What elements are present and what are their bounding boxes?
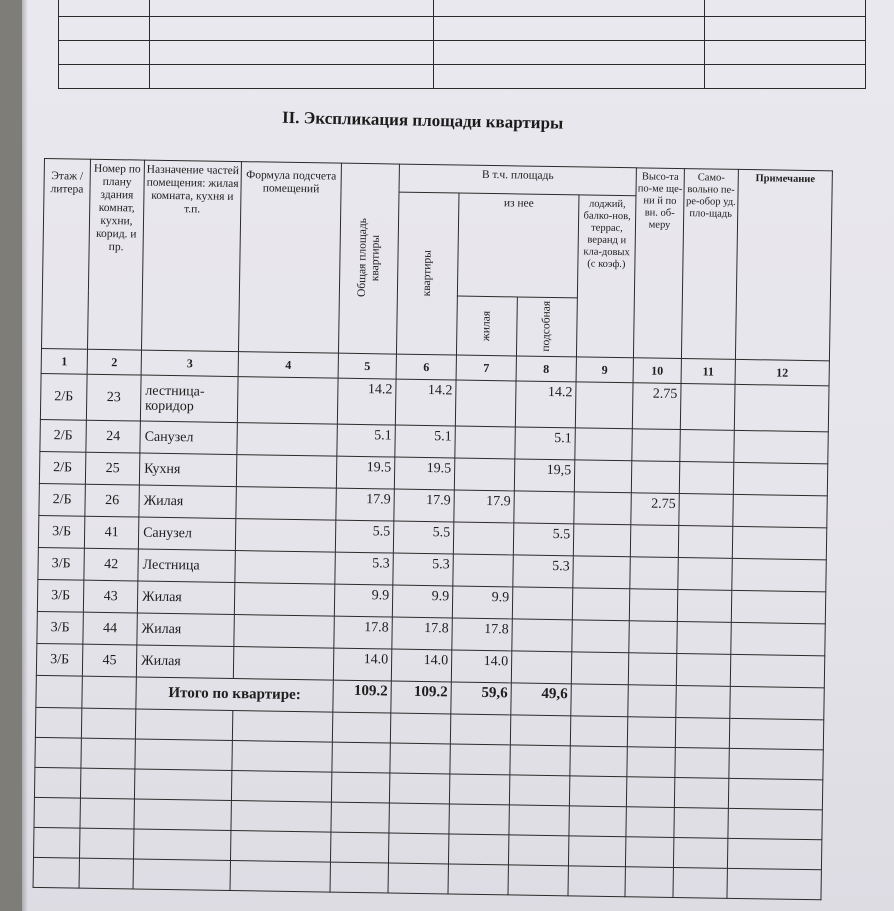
- cell-auxiliary-area: 5.5: [513, 523, 573, 556]
- cell-total-area: 9.9: [334, 584, 392, 617]
- cell-floor: 2/Б: [40, 373, 87, 420]
- cell-height: [632, 429, 680, 462]
- header-total-area-text: Общая площадь квартиры: [355, 218, 382, 298]
- cell-floor: 2/Б: [39, 451, 85, 484]
- header-living: [456, 296, 517, 356]
- column-number: 6: [396, 354, 456, 380]
- total-label: Итого по квартире:: [136, 677, 333, 712]
- column-number: 10: [633, 358, 681, 384]
- column-number: 1: [41, 348, 87, 374]
- cell-floor: 3/Б: [37, 611, 83, 644]
- total-apartment-sum: 109.2: [391, 681, 451, 714]
- cell-total-area: 17.9: [336, 488, 394, 521]
- cell-room-no: 23: [86, 374, 141, 421]
- column-number: 5: [338, 353, 396, 379]
- cell-floor: 3/Б: [37, 579, 83, 612]
- cell-formula: [237, 377, 338, 425]
- cell-unauthorized: [678, 526, 732, 559]
- page-edge-shadow: [22, 0, 28, 911]
- cell-room-name: лестница-коридор: [140, 375, 238, 423]
- cell-living-area: [454, 458, 514, 491]
- cell-loggia-area: [572, 588, 629, 621]
- cell-formula: [236, 455, 336, 489]
- header-unauthorized: [681, 169, 738, 360]
- cell-room-name: Жилая: [137, 613, 234, 647]
- total-empty-cell: [628, 685, 676, 718]
- cell-room-no: 41: [84, 516, 138, 549]
- cell-formula: [234, 615, 334, 649]
- cell-formula: [237, 423, 337, 457]
- cell-height: [630, 525, 678, 558]
- cell-loggia-area: [575, 382, 633, 429]
- cell-room-name: Жилая: [137, 581, 234, 615]
- cell-living-area: [453, 554, 513, 587]
- column-number: 9: [576, 357, 633, 383]
- cell-formula: [235, 519, 335, 553]
- cell-total-area: 19.5: [336, 456, 394, 489]
- cell-room-name: Жилая: [139, 485, 236, 519]
- cell-unauthorized: [677, 622, 731, 655]
- header-height-text: Высо-та по-ме ще-ни й по вн. об-меру: [637, 171, 683, 231]
- cell-height: [628, 653, 676, 686]
- header-including-area-text: В т.ч. площадь: [481, 168, 554, 183]
- header-room-no: [88, 159, 145, 350]
- header-apartment-text: квартиры: [420, 249, 434, 297]
- header-living-text: жилая: [480, 310, 493, 341]
- cell-room-no: 45: [82, 644, 136, 677]
- cell-living-area: 9.9: [452, 586, 512, 619]
- cell-height: [629, 589, 677, 622]
- header-auxiliary-text: подсобная: [540, 301, 553, 353]
- cell-auxiliary-area: 5.1: [515, 427, 575, 460]
- column-number: 11: [681, 359, 735, 385]
- cell-total-area: 14.2: [337, 378, 396, 425]
- cell-height: 2.75: [631, 493, 679, 526]
- header-room-no-text: Номер по плану здания комнат, кухни, корид. и пр.: [93, 162, 141, 254]
- column-number: 8: [516, 356, 576, 382]
- cell-auxiliary-area: 19,5: [514, 459, 574, 492]
- cell-apartment-area: 5.3: [393, 553, 453, 586]
- cell-apartment-area: 5.5: [393, 521, 453, 554]
- cell-apartment-area: 17.8: [392, 617, 452, 650]
- column-number: 12: [735, 359, 829, 385]
- cell-note: [734, 384, 829, 431]
- document-page: [22, 0, 894, 911]
- cell-note: [731, 622, 825, 655]
- header-formula: [238, 162, 341, 354]
- cell-room-no: 24: [86, 420, 140, 453]
- cell-room-name: Лестница: [138, 549, 235, 583]
- cell-room-name: Санузел: [138, 517, 235, 551]
- cell-floor: 2/Б: [40, 419, 86, 452]
- cell-note: [731, 590, 825, 623]
- cell-height: 2.75: [632, 383, 681, 430]
- cell-note: [732, 558, 826, 591]
- column-number: 7: [456, 355, 516, 381]
- total-area-sum: 109.2: [333, 680, 391, 713]
- cell-room-no: 42: [84, 548, 138, 581]
- cell-note: [733, 494, 827, 527]
- cell-note: [730, 654, 824, 687]
- cell-loggia-area: [574, 492, 631, 525]
- cell-height: [629, 621, 677, 654]
- cell-auxiliary-area: [514, 491, 574, 524]
- cell-unauthorized: [679, 494, 733, 527]
- cell-apartment-area: 5.1: [395, 425, 455, 458]
- header-of-which: [457, 193, 579, 298]
- cell-formula: [234, 583, 334, 617]
- cell-floor: 2/Б: [39, 483, 85, 516]
- cell-room-no: 44: [83, 612, 137, 645]
- cell-unauthorized: [679, 462, 733, 495]
- cell-height: [631, 461, 679, 494]
- header-of-which-text: из нее: [503, 197, 534, 210]
- total-empty-cell: [571, 684, 628, 717]
- cell-auxiliary-area: 5.3: [513, 555, 573, 588]
- cell-total-area: 17.8: [334, 616, 392, 649]
- header-loggias-text: лоджий, балко-нов, террас, веранд и кла-довых (с коэф.): [583, 198, 631, 271]
- header-apartment: [396, 192, 459, 355]
- cell-room-no: 25: [85, 452, 139, 485]
- cell-room-no: 43: [83, 580, 137, 613]
- section-title: II. Экспликация площади квартиры: [281, 107, 564, 133]
- cell-room-name: Санузел: [140, 421, 237, 455]
- cell-loggia-area: [572, 620, 629, 653]
- cell-apartment-area: 14.0: [391, 649, 451, 682]
- cell-loggia-area: [573, 556, 630, 589]
- cell-auxiliary-area: [512, 587, 572, 620]
- total-auxiliary-sum: 49,6: [511, 683, 571, 716]
- total-empty-cell: [676, 685, 730, 718]
- cell-note: [734, 430, 828, 463]
- cell-total-area: 5.1: [337, 424, 395, 457]
- cell-auxiliary-area: [511, 651, 571, 684]
- cell-room-name: Жилая: [136, 645, 233, 679]
- cell-height: [630, 557, 678, 590]
- cell-formula: [236, 487, 336, 521]
- cell-loggia-area: [573, 524, 630, 557]
- cell-loggia-area: [575, 428, 632, 461]
- header-purpose-text: Назначение частей помещения: жилая комната, кухня и т.п.: [146, 163, 240, 216]
- cell-total-area: 14.0: [333, 648, 391, 681]
- header-floor: [42, 159, 91, 350]
- explication-table: [33, 158, 833, 900]
- cell-living-area: [453, 522, 513, 555]
- cell-room-no: 26: [85, 484, 139, 517]
- total-empty-cell: [730, 686, 824, 719]
- header-unauthorized-text: Само-вольно пе-ре-обор уд. пло-щадь: [685, 172, 736, 220]
- header-formula-text: Формула подсчета помещений: [246, 169, 337, 196]
- cell-floor: 3/Б: [36, 643, 82, 676]
- cell-living-area: 14.0: [451, 650, 511, 683]
- column-number: 3: [141, 350, 238, 377]
- cell-auxiliary-area: [512, 619, 572, 652]
- cell-living-area: 17.9: [454, 490, 514, 523]
- previous-table-fragment: [58, 0, 866, 89]
- cell-unauthorized: [678, 558, 732, 591]
- cell-total-area: 5.3: [335, 552, 393, 585]
- column-number: 2: [87, 349, 141, 375]
- cell-formula: [235, 551, 335, 585]
- cell-apartment-area: 9.9: [392, 585, 452, 618]
- header-auxiliary: [516, 297, 577, 357]
- cell-note: [733, 462, 827, 495]
- cell-unauthorized: [680, 430, 734, 463]
- header-including-area: [399, 164, 636, 196]
- column-number: 4: [238, 352, 338, 379]
- cell-floor: 3/Б: [38, 547, 84, 580]
- cell-unauthorized: [676, 654, 730, 687]
- cell-living-area: 17.8: [452, 618, 512, 651]
- cell-apartment-area: 17.9: [394, 489, 454, 522]
- total-empty-cell: [82, 676, 136, 709]
- cell-loggia-area: [571, 652, 628, 685]
- cell-total-area: 5.5: [335, 520, 393, 553]
- header-note-text: Примечание: [755, 173, 816, 186]
- cell-auxiliary-area: 14.2: [515, 381, 576, 428]
- total-empty-cell: [36, 675, 82, 708]
- header-floor-text: Этаж / литера: [50, 170, 84, 196]
- header-total-area: [338, 163, 399, 354]
- cell-unauthorized: [680, 384, 735, 431]
- cell-apartment-area: 14.2: [395, 379, 456, 426]
- cell-floor: 3/Б: [38, 515, 84, 548]
- cell-formula: [233, 647, 333, 681]
- cell-apartment-area: 19.5: [394, 457, 454, 490]
- total-living-sum: 59,6: [451, 682, 511, 715]
- cell-living-area: [455, 380, 516, 427]
- header-loggias: [576, 195, 636, 358]
- cell-note: [732, 526, 826, 559]
- header-note: [735, 169, 832, 360]
- cell-loggia-area: [574, 460, 631, 493]
- header-height: [633, 168, 684, 359]
- header-purpose: [141, 160, 241, 352]
- cell-unauthorized: [677, 590, 731, 623]
- cell-room-name: Кухня: [139, 453, 236, 487]
- cell-living-area: [455, 426, 515, 459]
